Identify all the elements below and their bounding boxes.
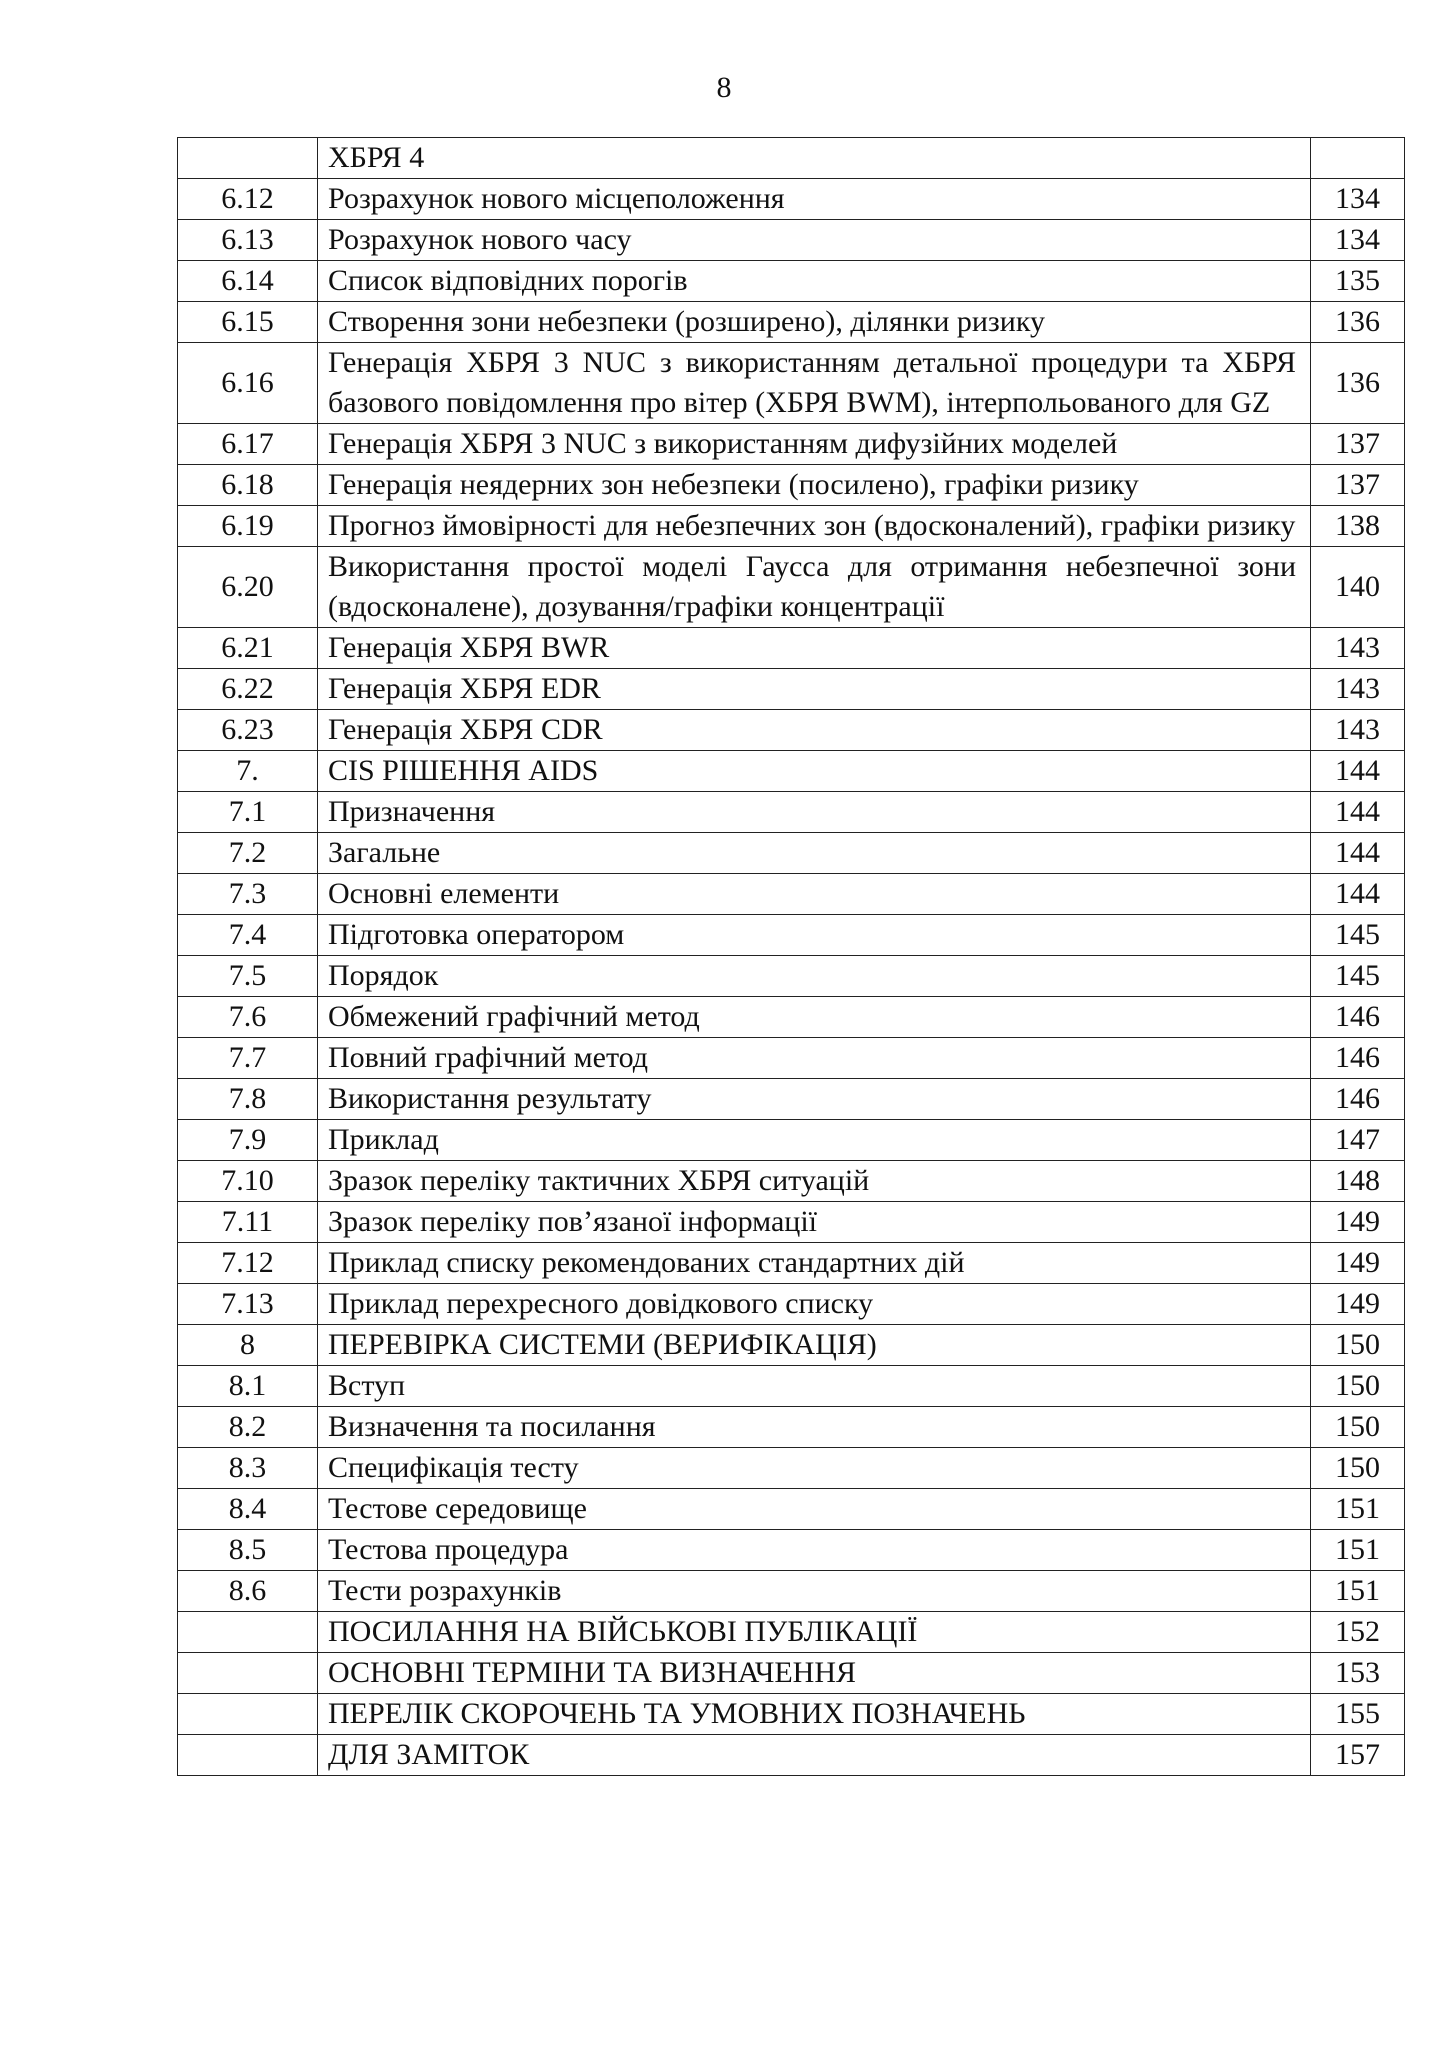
section-page: 135 xyxy=(1311,261,1405,302)
section-title: Вступ xyxy=(318,1366,1311,1407)
section-page: 150 xyxy=(1311,1448,1405,1489)
section-title: Тестова процедура xyxy=(318,1530,1311,1571)
section-title: Розрахунок нового місцеположення xyxy=(318,179,1311,220)
section-page: 150 xyxy=(1311,1366,1405,1407)
section-page: 150 xyxy=(1311,1325,1405,1366)
section-page: 151 xyxy=(1311,1489,1405,1530)
section-page: 137 xyxy=(1311,424,1405,465)
toc-row xyxy=(178,833,1405,874)
section-title: Генерація ХБРЯ CDR xyxy=(318,710,1311,751)
section-number: 7.13 xyxy=(178,1284,318,1325)
section-title: ДЛЯ ЗАМІТОК xyxy=(318,1735,1311,1776)
toc-row xyxy=(178,1489,1405,1530)
section-page: 151 xyxy=(1311,1530,1405,1571)
toc-row xyxy=(178,1735,1405,1776)
section-page: 143 xyxy=(1311,710,1405,751)
section-number: 7.5 xyxy=(178,956,318,997)
section-title: Тестове середовище xyxy=(318,1489,1311,1530)
section-page: 149 xyxy=(1311,1284,1405,1325)
section-page: 136 xyxy=(1311,343,1405,424)
section-number xyxy=(178,1694,318,1735)
section-page: 147 xyxy=(1311,1120,1405,1161)
section-page: 134 xyxy=(1311,179,1405,220)
section-title: Визначення та посилання xyxy=(318,1407,1311,1448)
section-title: Використання простої моделі Гаусса для отримання небезпечної зони (вдосконалене), дозування/графіки концентрації xyxy=(318,547,1311,628)
section-title: ПЕРЕВІРКА СИСТЕМИ (ВЕРИФІКАЦІЯ) xyxy=(318,1325,1311,1366)
table-of-contents xyxy=(177,137,1405,1776)
section-number: 7.2 xyxy=(178,833,318,874)
toc-row xyxy=(178,1694,1405,1735)
section-page: 137 xyxy=(1311,465,1405,506)
section-number: 7.4 xyxy=(178,915,318,956)
toc-row xyxy=(178,1612,1405,1653)
section-title: Специфікація тесту xyxy=(318,1448,1311,1489)
section-number: 6.13 xyxy=(178,220,318,261)
section-page: 144 xyxy=(1311,751,1405,792)
section-number: 6.22 xyxy=(178,669,318,710)
section-page: 144 xyxy=(1311,792,1405,833)
section-title: Призначення xyxy=(318,792,1311,833)
section-number: 6.15 xyxy=(178,302,318,343)
section-page: 155 xyxy=(1311,1694,1405,1735)
section-number xyxy=(178,1735,318,1776)
toc-row xyxy=(178,302,1405,343)
section-number xyxy=(178,138,318,179)
section-page: 146 xyxy=(1311,997,1405,1038)
section-page: 143 xyxy=(1311,628,1405,669)
section-number: 6.21 xyxy=(178,628,318,669)
toc-row xyxy=(178,179,1405,220)
toc-row xyxy=(178,915,1405,956)
toc-row xyxy=(178,1038,1405,1079)
section-title: Розрахунок нового часу xyxy=(318,220,1311,261)
toc-row xyxy=(178,547,1405,628)
section-number: 7.10 xyxy=(178,1161,318,1202)
section-number: 6.16 xyxy=(178,343,318,424)
section-number: 8.1 xyxy=(178,1366,318,1407)
section-page: 148 xyxy=(1311,1161,1405,1202)
toc-row xyxy=(178,1202,1405,1243)
toc-row xyxy=(178,956,1405,997)
section-title: Генерація ХБРЯ BWR xyxy=(318,628,1311,669)
toc-row xyxy=(178,1325,1405,1366)
toc-row xyxy=(178,424,1405,465)
section-number: 6.19 xyxy=(178,506,318,547)
section-page: 146 xyxy=(1311,1038,1405,1079)
toc-row xyxy=(178,343,1405,424)
toc-row xyxy=(178,751,1405,792)
section-page: 145 xyxy=(1311,956,1405,997)
section-page: 144 xyxy=(1311,874,1405,915)
section-number: 8.2 xyxy=(178,1407,318,1448)
section-page: 149 xyxy=(1311,1202,1405,1243)
toc-row xyxy=(178,1079,1405,1120)
section-number: 7.9 xyxy=(178,1120,318,1161)
section-title: Прогноз ймовірності для небезпечних зон (вдосконалений), графіки ризику xyxy=(318,506,1311,547)
toc-row xyxy=(178,1653,1405,1694)
section-number: 6.18 xyxy=(178,465,318,506)
section-title: Обмежений графічний метод xyxy=(318,997,1311,1038)
toc-row xyxy=(178,1530,1405,1571)
section-number: 6.12 xyxy=(178,179,318,220)
toc-row xyxy=(178,1571,1405,1612)
section-title: Порядок xyxy=(318,956,1311,997)
toc-row xyxy=(178,261,1405,302)
section-title: Приклад списку рекомендованих стандартних дій xyxy=(318,1243,1311,1284)
section-title: Зразок переліку пов’язаної інформації xyxy=(318,1202,1311,1243)
toc-row xyxy=(178,220,1405,261)
section-title: ПЕРЕЛІК СКОРОЧЕНЬ ТА УМОВНИХ ПОЗНАЧЕНЬ xyxy=(318,1694,1311,1735)
toc-row xyxy=(178,1448,1405,1489)
section-number: 7.8 xyxy=(178,1079,318,1120)
section-page xyxy=(1311,138,1405,179)
section-title: CIS РІШЕННЯ AIDS xyxy=(318,751,1311,792)
section-page: 143 xyxy=(1311,669,1405,710)
section-page: 134 xyxy=(1311,220,1405,261)
section-page: 146 xyxy=(1311,1079,1405,1120)
section-title: Підготовка оператором xyxy=(318,915,1311,956)
section-number: 8.5 xyxy=(178,1530,318,1571)
section-number: 8.6 xyxy=(178,1571,318,1612)
section-number: 7.1 xyxy=(178,792,318,833)
section-number: 7. xyxy=(178,751,318,792)
toc-row xyxy=(178,1366,1405,1407)
section-page: 144 xyxy=(1311,833,1405,874)
section-title: Генерація ХБРЯ EDR xyxy=(318,669,1311,710)
section-number: 6.23 xyxy=(178,710,318,751)
section-title: Основні елементи xyxy=(318,874,1311,915)
section-number: 6.20 xyxy=(178,547,318,628)
section-title: Генерація ХБРЯ 3 NUC з використанням детальної процедури та ХБРЯ базового повідомлення про вітер (ХБРЯ BWM), інтерпольованого для GZ xyxy=(318,343,1311,424)
toc-row xyxy=(178,1284,1405,1325)
section-title: Генерація неядерних зон небезпеки (посилено), графіки ризику xyxy=(318,465,1311,506)
section-number xyxy=(178,1653,318,1694)
section-number: 7.3 xyxy=(178,874,318,915)
section-page: 145 xyxy=(1311,915,1405,956)
section-title: Використання результату xyxy=(318,1079,1311,1120)
toc-body xyxy=(178,138,1405,1776)
section-title: Приклад xyxy=(318,1120,1311,1161)
page-number: 8 xyxy=(716,71,732,104)
section-title: ПОСИЛАННЯ НА ВІЙСЬКОВІ ПУБЛІКАЦІЇ xyxy=(318,1612,1311,1653)
section-number xyxy=(178,1612,318,1653)
toc-row xyxy=(178,1407,1405,1448)
section-title: Створення зони небезпеки (розширено), ділянки ризику xyxy=(318,302,1311,343)
section-page: 152 xyxy=(1311,1612,1405,1653)
toc-row xyxy=(178,1243,1405,1284)
section-number: 8 xyxy=(178,1325,318,1366)
section-page: 136 xyxy=(1311,302,1405,343)
section-number: 7.6 xyxy=(178,997,318,1038)
section-page: 140 xyxy=(1311,547,1405,628)
section-title: Загальне xyxy=(318,833,1311,874)
section-page: 157 xyxy=(1311,1735,1405,1776)
section-number: 7.12 xyxy=(178,1243,318,1284)
section-number: 6.14 xyxy=(178,261,318,302)
section-page: 149 xyxy=(1311,1243,1405,1284)
toc-row xyxy=(178,506,1405,547)
section-number: 7.7 xyxy=(178,1038,318,1079)
section-title: Повний графічний метод xyxy=(318,1038,1311,1079)
toc-row xyxy=(178,1161,1405,1202)
section-title: Список відповідних порогів xyxy=(318,261,1311,302)
section-title: Приклад перехресного довідкового списку xyxy=(318,1284,1311,1325)
section-title: Зразок переліку тактичних ХБРЯ ситуацій xyxy=(318,1161,1311,1202)
section-number: 7.11 xyxy=(178,1202,318,1243)
section-title: ХБРЯ 4 xyxy=(318,138,1311,179)
section-number: 6.17 xyxy=(178,424,318,465)
section-page: 151 xyxy=(1311,1571,1405,1612)
section-title: Генерація ХБРЯ 3 NUC з використанням дифузійних моделей xyxy=(318,424,1311,465)
toc-row xyxy=(178,792,1405,833)
toc-row xyxy=(178,669,1405,710)
toc-row xyxy=(178,874,1405,915)
toc-row xyxy=(178,138,1405,179)
section-page: 150 xyxy=(1311,1407,1405,1448)
toc-row xyxy=(178,628,1405,669)
section-number: 8.4 xyxy=(178,1489,318,1530)
section-page: 153 xyxy=(1311,1653,1405,1694)
section-number: 8.3 xyxy=(178,1448,318,1489)
section-page: 138 xyxy=(1311,506,1405,547)
toc-row xyxy=(178,710,1405,751)
section-title: Тести розрахунків xyxy=(318,1571,1311,1612)
toc-row xyxy=(178,1120,1405,1161)
toc-row xyxy=(178,465,1405,506)
toc-row xyxy=(178,997,1405,1038)
section-title: ОСНОВНІ ТЕРМІНИ ТА ВИЗНАЧЕННЯ xyxy=(318,1653,1311,1694)
